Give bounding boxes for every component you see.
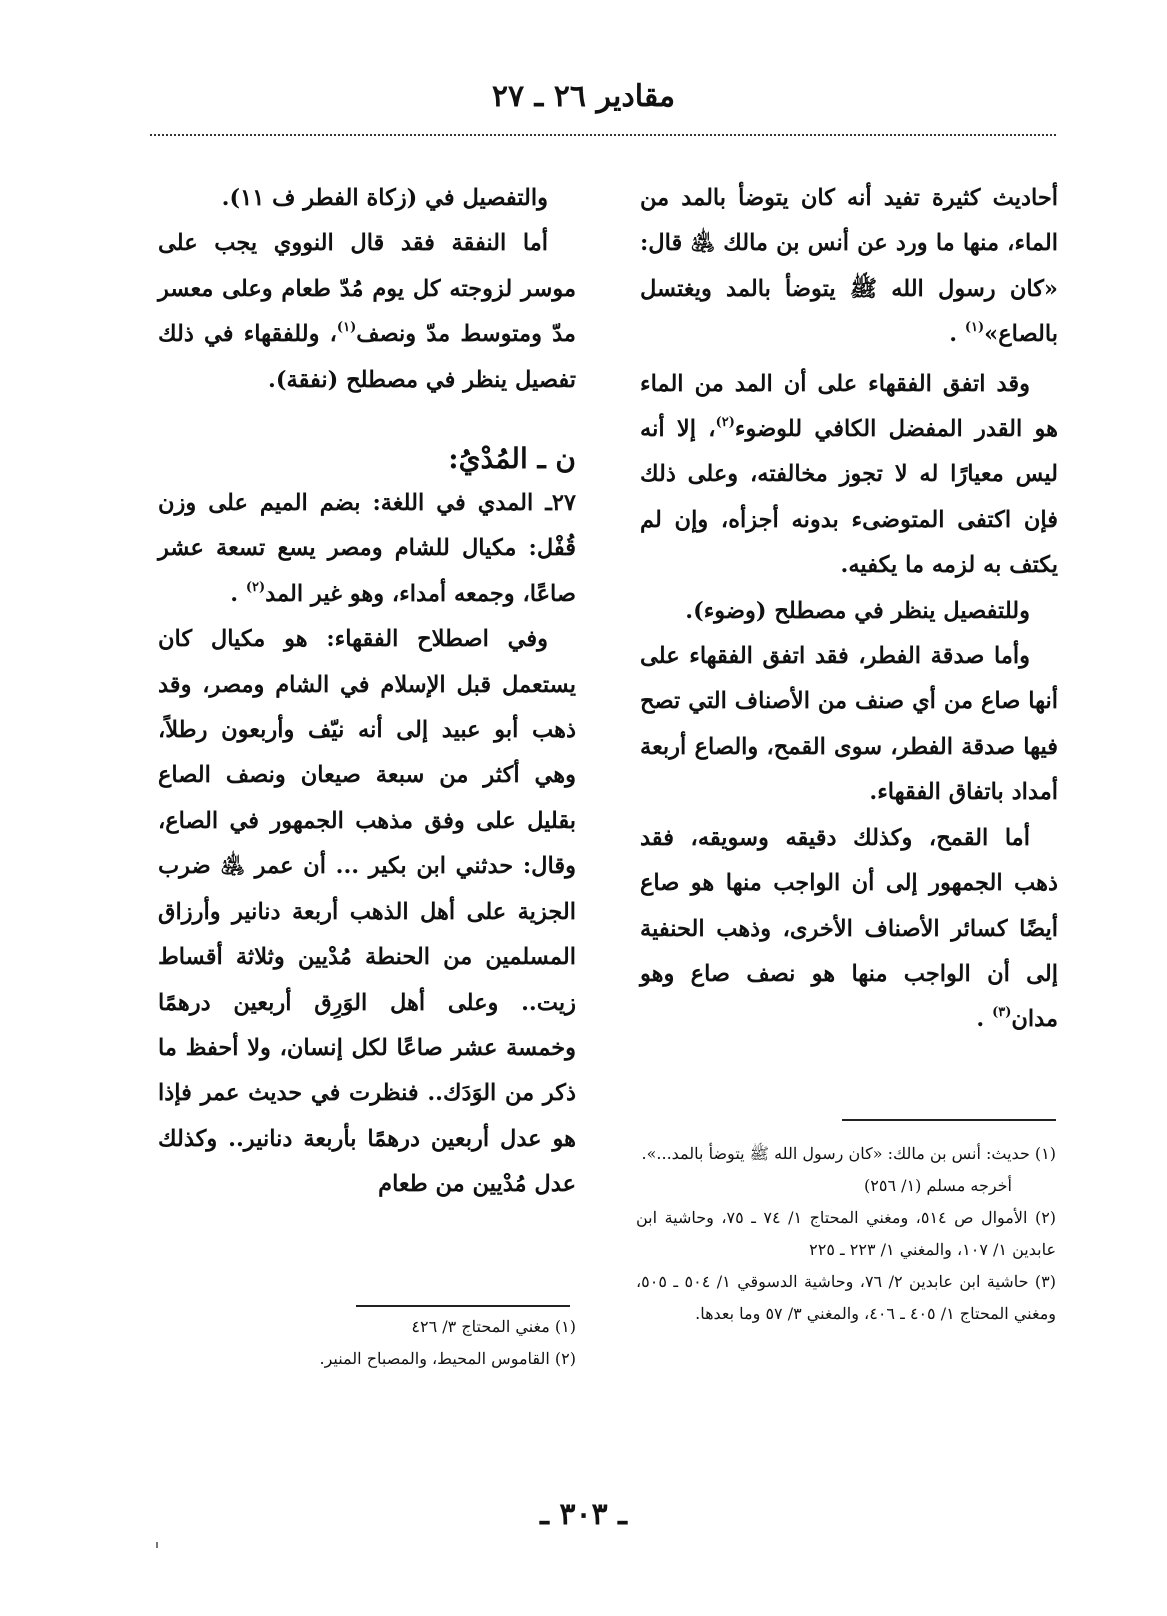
- right-column: [640, 176, 1058, 1043]
- right-paragraph-4-text: وأما صدقة الفطر، فقد اتفق الفقهاء على أنها صاع من أي صنف من الأصناف التي تصح فيها صدقة الفطر، سوى القمح، والصاع أربعة أمداد باتفاق الفقهاء.: [640, 643, 1058, 806]
- right-paragraph-3: [640, 589, 1058, 634]
- right-footnotes: [636, 1138, 1056, 1330]
- section-heading: ن ـ المُدْيُ:: [448, 442, 576, 476]
- left-paragraph-1: [158, 176, 576, 221]
- right-paragraph-2: [640, 362, 1058, 589]
- scan-mark: [156, 1542, 158, 1548]
- left-paragraph-3-text: المدي في اللغة: بضم الميم على وزن قُفْل: مكيال للشام ومصر يسع تسعة عشر صاعًا، وجمعه أمداء، وهو غير المد: [158, 490, 576, 607]
- page-header-title: مقادير ٢٦ ـ ٢٧: [491, 79, 676, 114]
- footnote-item: (٢) القاموس المحيط، والمصباح المنير.: [319, 1349, 576, 1368]
- footnote-item: (١) حديث: أنس بن مالك: «كان رسول الله ﷺ يتوضأ بالمد...».: [641, 1144, 1056, 1163]
- footnote-ref: (٢): [245, 579, 266, 595]
- footnote-item: (١) مغني المحتاج ٣/ ٤٢٦: [411, 1317, 576, 1336]
- right-paragraph-2-text: وقد اتفق الفقهاء على أن المد من الماء هو القدر المفضل الكافي للوضوء: [640, 370, 1059, 443]
- left-paragraph-1-text: والتفصيل في (زكاة الفطر ف ١١).: [221, 185, 548, 211]
- footnote-item: (٣) حاشية ابن عابدين ٢/ ٧٦، وحاشية الدسوقي ١/ ٥٠٤ ـ ٥٠٥، ومغني المحتاج ١/ ٤٠٥ ـ ٤٠٦، والمغني ٣/ ٥٧ وما بعدها.: [636, 1272, 1056, 1323]
- right-paragraph-5-text: أما القمح، وكذلك دقيقه وسويقه، فقد ذهب الجمهور إلى أن الواجب منها هو صاع أيضًا كسائر الأصناف الأخرى، وذهب الحنفية إلى أن الواجب منها هو نصف صاع وهو مدان: [640, 824, 1058, 1033]
- footnote-item: أخرجه مسلم (١/ ٢٥٦): [864, 1176, 1012, 1195]
- left-column: [158, 176, 576, 1208]
- right-paragraph-1-text: أحاديث كثيرة تفيد أنه كان يتوضأ بالمد من الماء، منها ما ورد عن أنس بن مالك ﵁ قال: «كان رسول الله ﷺ يتوضأ بالمد ويغتسل بالصاع»: [640, 185, 1058, 348]
- left-paragraph-4: [158, 617, 576, 1207]
- left-paragraph-3-end: .: [230, 580, 246, 607]
- footnote-item: (٢) الأموال ص ٥١٤، ومغني المحتاج ١/ ٧٤ ـ ٧٥، وحاشية ابن عابدين ١/ ١٠٧، والمغني ١/ ٢٢٣ ـ ٢٢٥: [636, 1208, 1057, 1259]
- right-paragraph-5-end: .: [976, 1006, 993, 1033]
- footnote-ref: (٣): [992, 1005, 1012, 1021]
- left-footnotes: [146, 1311, 576, 1375]
- right-paragraph-3-text: وللتفصيل ينظر في مصطلح (وضوء).: [685, 597, 1030, 624]
- right-paragraph-1: [640, 176, 1058, 358]
- left-paragraph-2: [158, 221, 576, 403]
- item-number: ٢٧ـ: [545, 490, 576, 517]
- footnote-ref: (١): [336, 320, 357, 336]
- right-paragraph-5: [640, 816, 1058, 1043]
- left-paragraph-2-end: ، وللفقهاء في ذلك تفصيل ينظر في مصطلح (نفقة).: [158, 321, 576, 393]
- right-paragraph-1-end: .: [949, 321, 965, 348]
- left-paragraph-4-text: وفي اصطلاح الفقهاء: هو مكيال كان يستعمل قبل الإسلام في الشام ومصر، وقد ذهب أبو عبيد إلى أنه نيّف وأربعون رطلاً، وهي أكثر من سبعة صيعان ونصف الصاع بقليل على وفق مذهب الجمهور في الصاع، وقال: حدثني ابن بكير ... أن عمر ﵁ ضرب الجزية على أهل الذهب أربعة دنانير وأرزاق المسلمين من الحنطة مُدْيين وثلاثة أقساط زيت.. وعلى أهل الوَرِق أربعين درهمًا وخمسة عشر صاعًا لكل إنسان، ولا أحفظ ما ذكر من الوَدَك.. فنظرت في حديث عمر فإذا هو عدل أربعين درهمًا بأربعة دنانير.. وكذلك عدل مُدْيين من طعام: [158, 626, 576, 1198]
- right-footnote-divider: [842, 1119, 1056, 1121]
- footnote-ref: (٢): [715, 415, 735, 431]
- right-paragraph-2-end: ، إلا أنه ليس معيارًا له لا تجوز مخالفته، وعلى ذلك فإن اكتفى المتوضىء بدونه أجزأه، وإن لم يكتف به لزمه ما يكفيه.: [640, 416, 1058, 579]
- left-paragraph-2-text: أما النفقة فقد قال النووي يجب على موسر لزوجته كل يوم مُدّ طعام وعلى معسر مدّ ومتوسط مدّ ونصف: [158, 230, 576, 348]
- header-dotted-divider: [150, 134, 1056, 136]
- page-number: ـ ٣٠٣ ـ: [540, 1497, 627, 1532]
- left-footnote-divider: [356, 1305, 570, 1307]
- right-paragraph-4: [640, 634, 1058, 816]
- left-paragraph-3: [158, 481, 576, 617]
- footnote-ref: (١): [964, 320, 985, 336]
